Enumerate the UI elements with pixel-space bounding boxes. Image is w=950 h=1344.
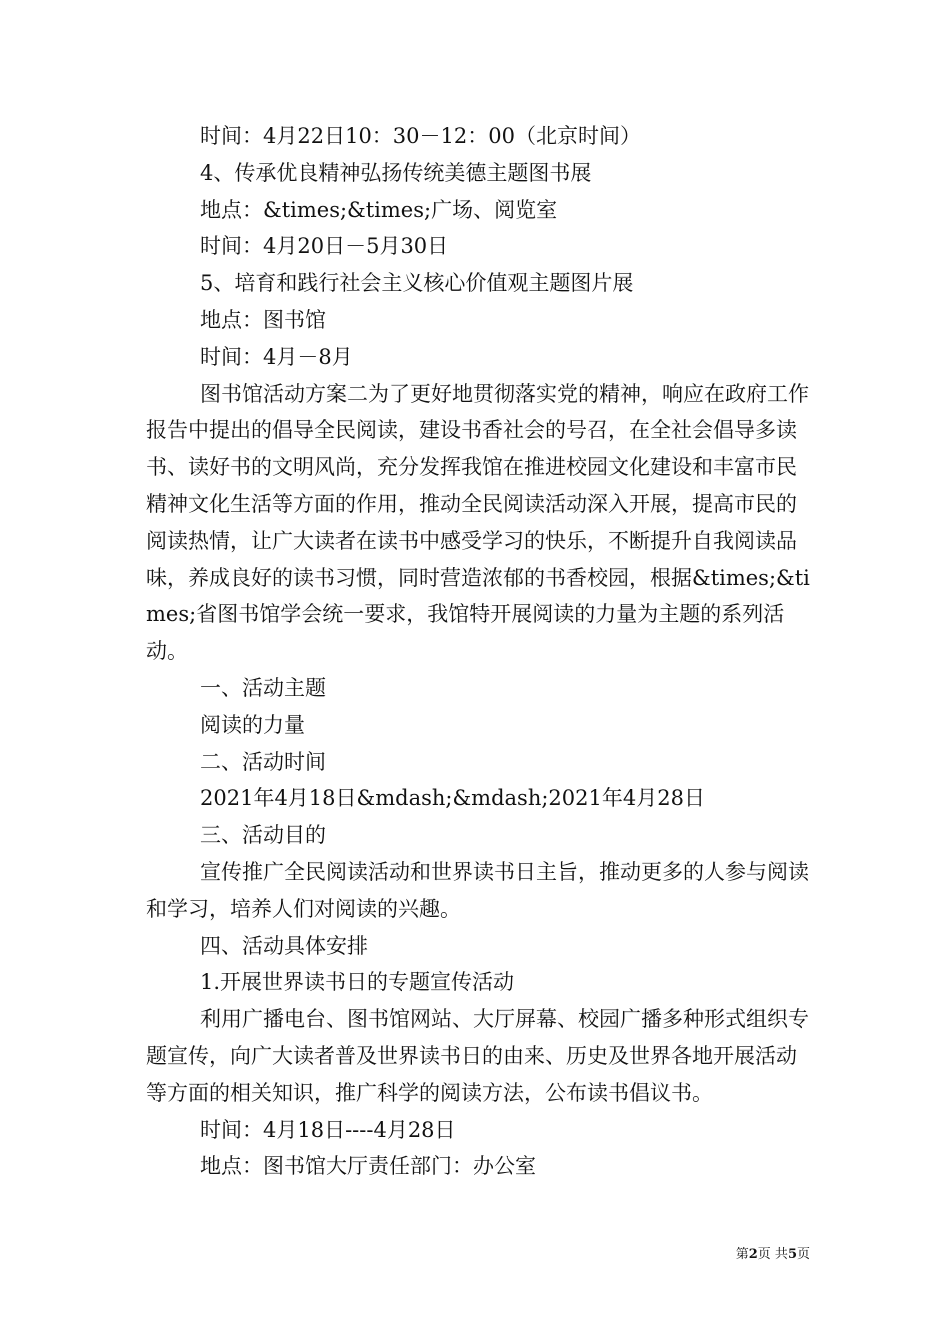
paragraph-theme: 阅读的力量 — [200, 712, 305, 737]
footer-prefix: 第 — [735, 1247, 749, 1262]
paragraph-item-4-title: 4、传承优良精神弘扬传统美德主题图书展 — [200, 160, 592, 185]
section-heading-arrangement: 四、活动具体安排 — [200, 933, 368, 958]
paragraph-location-1: 地点：&times;&times;广场、阅览室 — [200, 197, 558, 222]
paragraph-item-5-title: 5、培育和践行社会主义核心价值观主题图片展 — [200, 271, 634, 296]
paragraph-sub-item-1: 1.开展世界读书日的专题宣传活动 — [200, 970, 515, 995]
section-heading-time: 二、活动时间 — [200, 749, 326, 774]
paragraph-location-3: 地点：图书馆大厅责任部门：办公室 — [200, 1154, 536, 1179]
total-page-number: 5 — [787, 1247, 797, 1262]
paragraph-location-2: 地点：图书馆 — [200, 307, 326, 332]
footer-middle: 页 共 — [757, 1247, 788, 1262]
paragraph-purpose: 宣传推广全民阅读活动和世界读书日主旨，推动更多的人参与阅读和学习，培养人们对阅读的兴趣。 — [146, 859, 809, 921]
current-page-number: 2 — [748, 1247, 758, 1262]
paragraph-time-1: 时间：4月22日10：30－12：00（北京时间） — [200, 124, 641, 148]
footer-suffix: 页 — [796, 1247, 810, 1262]
section-heading-theme: 一、活动主题 — [200, 675, 326, 700]
paragraph-time-3: 时间：4月－8月 — [200, 344, 353, 369]
paragraph-time-4: 时间：4月18日----4月28日 — [200, 1117, 456, 1142]
section-heading-purpose: 三、活动目的 — [200, 823, 326, 848]
page-number-footer — [690, 1246, 810, 1264]
paragraph-promotion: 利用广播电台、图书馆网站、大厅屏幕、校园广播多种形式组织专题宣传，向广大读者普及世界读书日的由来、历史及世界各地开展活动等方面的相关知识，推广科学的阅读方法，公布读书倡议书。 — [146, 1007, 809, 1105]
paragraph-time-2: 时间：4月20日－5月30日 — [200, 234, 449, 259]
paragraph-plan-two-intro: 图书馆活动方案二为了更好地贯彻落实党的精神，响应在政府工作报告中提出的倡导全民阅读，建设书香社会的号召，在全社会倡导多读书、读好书的文明风尚，充分发挥我馆在推进校园文化建设和丰富市民精神文化生活等方面的作用，推动全民阅读活动深入开展，提高市民的阅读热情，让广大读者在读书中感受学习的快乐，不断提升自我阅读品味，养成良好的读书习惯，同时营造浓郁的书香校园，根据&times;&times;省图书馆学会统一要求，我馆特开展阅读的力量为主题的系列活动。 — [146, 381, 810, 664]
paragraph-activity-dates: 2021年4月18日&mdash;&mdash;2021年4月28日 — [200, 786, 705, 811]
document-body — [146, 118, 810, 1185]
